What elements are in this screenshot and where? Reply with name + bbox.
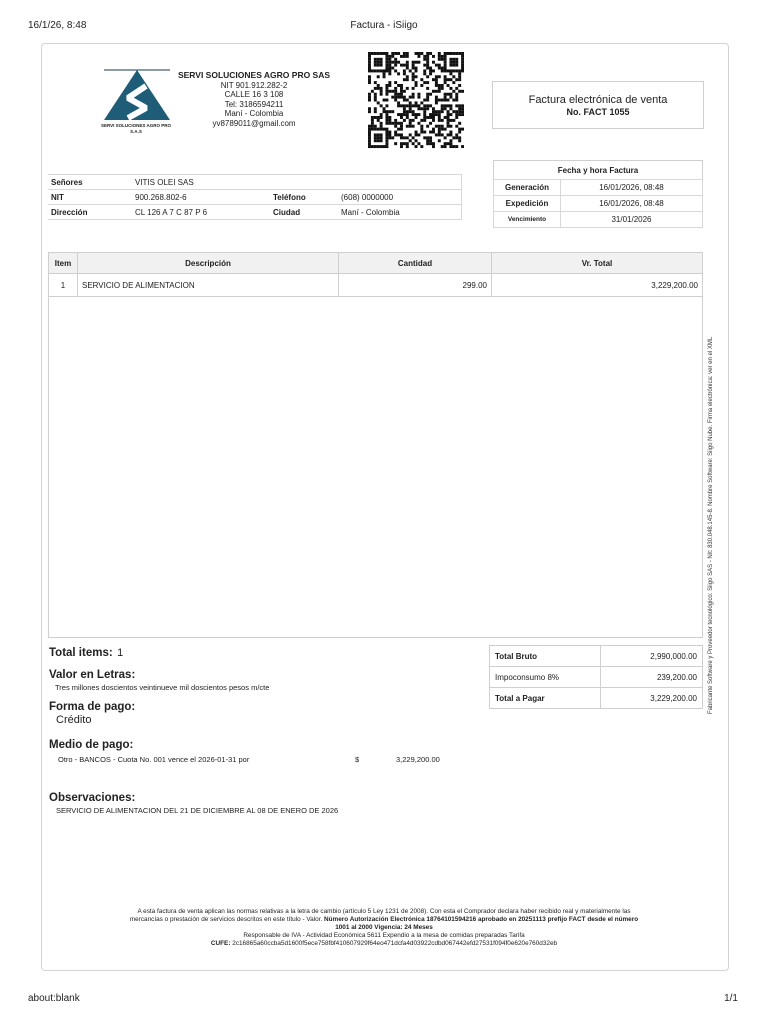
col-total: Vr. Total (492, 253, 703, 274)
cufe-label: CUFE: (210, 940, 231, 947)
client-row (48, 205, 462, 220)
pagar-value: 3,229,200.00 (601, 688, 703, 709)
medio-pago: Otro - BANCOS - Cuota No. 001 vence el 2026-01-31 por (58, 755, 250, 764)
observaciones-label: Observaciones: (49, 792, 136, 804)
medio-currency: $ (355, 755, 360, 764)
impo-value: 239,200.00 (601, 667, 703, 688)
legal-notice (60, 908, 708, 948)
city-label: Ciudad (270, 205, 338, 220)
invoice-number: No. FACT 1055 (566, 107, 630, 117)
print-page-number: 1/1 (724, 993, 738, 1004)
bruto-label: Total Bruto (490, 646, 601, 667)
row-quantity: 299.00 (339, 274, 492, 297)
company-email: yv8789011@gmail.com (212, 118, 296, 128)
client-phone: (608) 0000000 (338, 190, 462, 205)
row-description: SERVICIO DE ALIMENTACION (78, 274, 339, 297)
print-title: Factura - iSiigo (350, 20, 418, 31)
medio-pago-label: Medio de pago: (49, 739, 134, 751)
client-table (48, 174, 462, 220)
print-url: about:blank (28, 993, 80, 1004)
legal-line-4: Responsable de IVA - Actividad Económica 5611 Expendio a la mesa de comidas preparadas Tarifa (243, 932, 525, 939)
cufe-value: 2c16865a60ccba5d1600f5ece758fbf410607929f64eo471dcfa4d03922cdbd067442efd27531f094f0e620e760d32eb (232, 940, 558, 947)
company-city: Maní - Colombia (224, 109, 284, 118)
totals-row (490, 646, 703, 667)
pagar-label: Total a Pagar (490, 688, 601, 709)
client-city: Maní - Colombia (338, 205, 462, 220)
legal-line-3: 1001 al 2000 Vigencia: 24 Meses (335, 924, 433, 931)
observaciones: SERVICIO DE ALIMENTACION DEL 21 DE DICIEMBRE AL 08 DE ENERO DE 2026 (56, 806, 339, 815)
generation-date: 16/01/2026, 08:48 (561, 180, 703, 196)
qr-code (368, 52, 464, 150)
expedition-date: 16/01/2026, 08:48 (561, 196, 703, 212)
client-label: Señores (48, 175, 132, 190)
totals-row (490, 667, 703, 688)
company-address: CALLE 16 3 108 (224, 90, 284, 99)
impo-label: Impoconsumo 8% (490, 667, 601, 688)
total-items-value: 1 (117, 647, 124, 659)
company-nit: NIT 901.912.282-2 (220, 80, 288, 90)
total-items (49, 643, 123, 661)
logo-text: SERVI SOLUCIONES AGRO PRO (100, 123, 171, 128)
legal-line-2a: mercancías o prestación de servicios descritos en este título - Valor. (129, 916, 323, 923)
address-label: Dirección (48, 205, 132, 220)
totals-table (489, 645, 703, 709)
software-provider-note: Fabricante Software y Proveedor tecnológico: Siigo SAS - Nit: 830.048.145-8. Nombre Software: Siigo Nube. Firma electrónica: ver en el XML (708, 336, 714, 714)
company-name: SERVI SOLUCIONES AGRO PRO SAS (177, 70, 331, 80)
bruto-value: 2,990,000.00 (601, 646, 703, 667)
company-phone: Tel: 3186594211 (224, 99, 284, 109)
valor-letras-label: Valor en Letras: (49, 669, 136, 681)
logo-caption (100, 123, 172, 135)
dates-header: Fecha y hora Factura (494, 161, 703, 180)
invoice-title: Factura electrónica de venta (528, 94, 668, 106)
due-label: Vencimiento (494, 212, 561, 228)
col-quantity: Cantidad (339, 253, 492, 274)
valor-letras: Tres millones doscientos veintinueve mil doscientos pesos m/cte (55, 683, 270, 692)
nit-label: NIT (48, 190, 132, 205)
items-empty-area (48, 294, 703, 638)
dates-table (493, 160, 703, 228)
print-datetime: 16/1/26, 8:48 (28, 20, 87, 31)
client-row (48, 190, 462, 205)
legal-line-2b: Número Autorización Electrónica 18764101594216 aprobado en 20251113 prefijo FACT desde el número (324, 916, 639, 923)
due-date: 31/01/2026 (561, 212, 703, 228)
legal-line-1: A esta factura de venta aplican las normas relativas a la letra de cambio (artículo 5 Ley 1231 de 2008). Con esta el Comprador declara haber recibido real y materialmente las (137, 908, 631, 915)
totals-row (490, 688, 703, 709)
date-row (494, 180, 703, 196)
col-description: Descripción (78, 253, 339, 274)
client-address: CL 126 A 7 C 87 P 6 (132, 205, 270, 220)
forma-pago-label: Forma de pago: (49, 701, 136, 713)
total-items-label: Total items: (49, 647, 113, 659)
client-row (48, 175, 462, 190)
forma-pago: Crédito (56, 714, 92, 726)
row-item: 1 (49, 274, 78, 297)
invoice-title-box (492, 81, 704, 129)
company-info (176, 71, 332, 128)
generation-label: Generación (494, 180, 561, 196)
medio-amount: 3,229,200.00 (396, 755, 440, 764)
phone-label: Teléfono (270, 190, 338, 205)
client-name: VITIS OLEI SAS (132, 175, 462, 190)
expedition-label: Expedición (494, 196, 561, 212)
date-row (494, 196, 703, 212)
row-total: 3,229,200.00 (492, 274, 703, 297)
client-nit: 900.268.802-6 (132, 190, 270, 205)
col-item: Item (49, 253, 78, 274)
logo-subtext: S.A.S (130, 129, 142, 134)
date-row (494, 212, 703, 228)
items-table (48, 252, 703, 297)
